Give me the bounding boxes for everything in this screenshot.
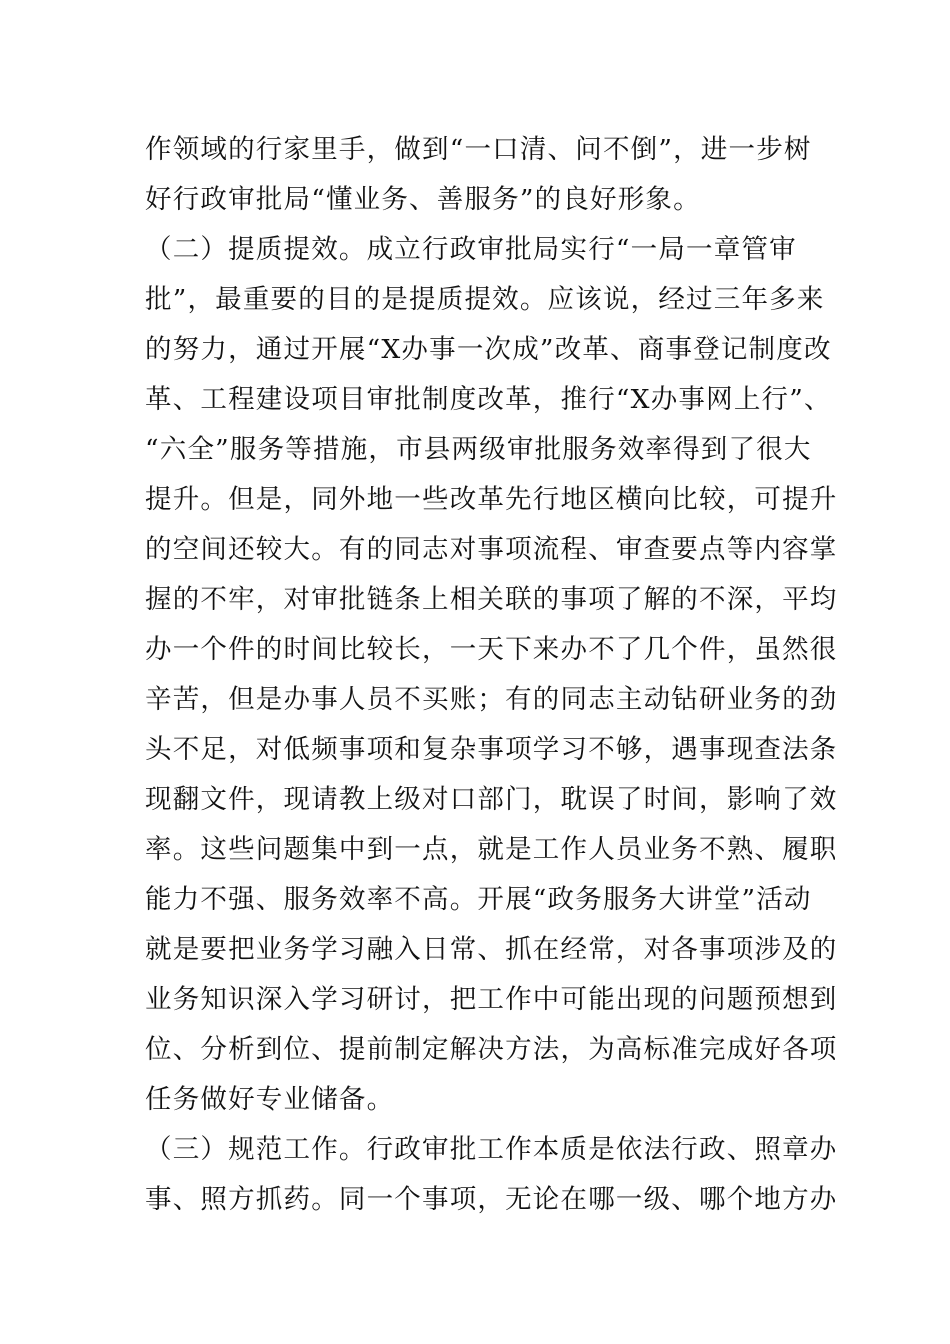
text-line: 的努力，通过开展“X办事一次成”改革、商事登记制度改: [145, 334, 832, 365]
text-line: 就是要把业务学习融入日常、抓在经常，对各事项涉及的: [145, 934, 838, 965]
text-line: （三）规范工作。行政审批工作本质是依法行政、照章办: [145, 1134, 838, 1165]
text-line: 率。这些问题集中到一点，就是工作人员业务不熟、履职: [145, 834, 838, 865]
text-line: 批”，最重要的目的是提质提效。应该说，经过三年多来: [145, 284, 825, 315]
text-line: 头不足，对低频事项和复杂事项学习不够，遇事现查法条: [145, 734, 838, 765]
text-line: 革、工程建设项目审批制度改革，推行“X办事网上行”、: [145, 384, 832, 415]
text-line: 业务知识深入学习研讨，把工作中可能出现的问题预想到: [145, 984, 838, 1015]
text-line: 好行政审批局“懂业务、善服务”的良好形象。: [145, 184, 701, 215]
text-line: 任务做好专业储备。: [145, 1084, 395, 1115]
text-line: 现翻文件，现请教上级对口部门，耽误了时间，影响了效: [145, 784, 838, 815]
text-line: 能力不强、服务效率不高。开展“政务服务大讲堂”活动: [145, 884, 812, 915]
text-line: “六全”服务等措施，市县两级审批服务效率得到了很大: [145, 434, 812, 465]
text-line: 握的不牢，对审批链条上相关联的事项了解的不深，平均: [145, 584, 838, 615]
text-line: 作领域的行家里手，做到“一口清、问不倒”，进一步树: [145, 134, 812, 165]
text-line: 的空间还较大。有的同志对事项流程、审查要点等内容掌: [145, 534, 838, 565]
text-line: 办一个件的时间比较长，一天下来办不了几个件，虽然很: [145, 634, 838, 665]
text-line: 位、分析到位、提前制定解决方法，为高标准完成好各项: [145, 1034, 838, 1065]
text-line: 辛苦，但是办事人员不买账；有的同志主动钻研业务的劲: [145, 684, 838, 715]
text-line: 提升。但是，同外地一些改革先行地区横向比较，可提升: [145, 484, 838, 515]
text-line: （二）提质提效。成立行政审批局实行“一局一章管审: [145, 234, 797, 265]
text-line: 事、照方抓药。同一个事项，无论在哪一级、哪个地方办: [145, 1184, 838, 1215]
